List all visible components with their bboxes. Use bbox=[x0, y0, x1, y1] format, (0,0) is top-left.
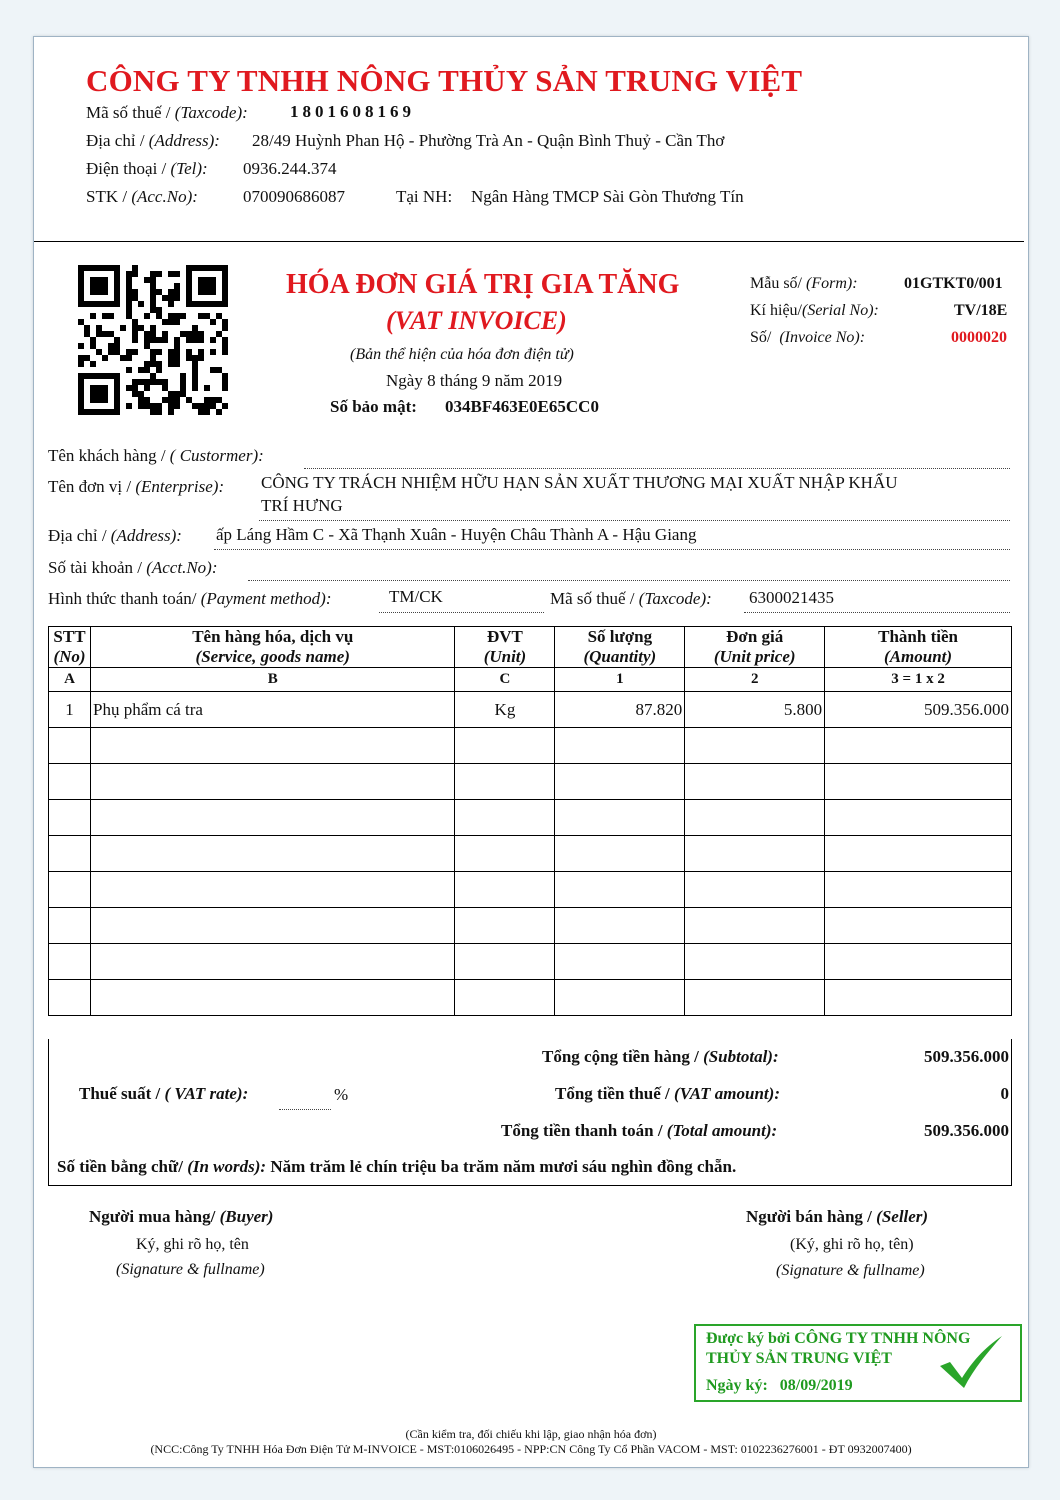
table-header-row bbox=[49, 627, 1012, 668]
seller-address-label: Địa chỉ / (Address): bbox=[86, 131, 220, 150]
seller-taxcode: 1801608169 bbox=[290, 102, 415, 121]
col-header-qty: Số lượng (Quantity) bbox=[555, 627, 685, 668]
number-label: Số/ (Invoice No): bbox=[750, 329, 866, 346]
totals-box bbox=[48, 1039, 1012, 1186]
total-label: Tổng tiền thanh toán / (Total amount): bbox=[501, 1121, 778, 1140]
col-header-no: STT (No) bbox=[49, 627, 91, 668]
col-header-price: Đơn giá (Unit price) bbox=[685, 627, 825, 668]
items-table bbox=[48, 626, 1012, 1016]
customer-label: Tên khách hàng / ( Custormer): bbox=[48, 446, 264, 465]
signed-by-line1: Được ký bởi CÔNG TY TNHH NÔNG bbox=[706, 1330, 971, 1347]
checkmark-icon bbox=[936, 1334, 1006, 1392]
table-row-empty bbox=[49, 764, 1012, 800]
seller-acc: 070090686087 bbox=[243, 187, 345, 206]
buyer-sign-note: Ký, ghi rõ họ, tên bbox=[136, 1236, 249, 1253]
seller-acc-label: STK / (Acc.No): bbox=[86, 187, 198, 206]
invoice-date: Ngày 8 tháng 9 năm 2019 bbox=[386, 371, 563, 390]
footer-line1: (Cần kiểm tra, đối chiếu khi lập, giao nhận hóa đơn) bbox=[405, 1427, 657, 1441]
payment-label: Hình thức thanh toán/ (Payment method): bbox=[48, 589, 332, 608]
col-header-amount: Thành tiền (Amount) bbox=[825, 627, 1012, 668]
acct-line bbox=[248, 580, 1010, 581]
vat-amount-label: Tổng tiền thuế / (VAT amount): bbox=[555, 1084, 780, 1103]
seller-taxcode-row: Mã số thuế / (Taxcode): bbox=[86, 103, 248, 122]
invoice-title: HÓA ĐƠN GIÁ TRỊ GIA TĂNG bbox=[286, 269, 680, 300]
acct-label: Số tài khoản / (Acct.No): bbox=[48, 558, 218, 577]
buyer-address: ấp Láng Hầm C - Xã Thạnh Xuân - Huyện Châu Thành A - Hậu Giang bbox=[216, 525, 697, 544]
payment-value: TM/CK bbox=[389, 587, 443, 606]
invoice-note: (Bản thể hiện của hóa đơn điện tử) bbox=[350, 346, 574, 363]
seller-tel: 0936.244.374 bbox=[243, 159, 337, 178]
vat-rate-line bbox=[279, 1109, 331, 1110]
buyer-sign-note-en: (Signature & fullname) bbox=[116, 1261, 265, 1278]
subtotal-label: Tổng cộng tiền hàng / (Subtotal): bbox=[542, 1047, 779, 1066]
seller-sign-note-en: (Signature & fullname) bbox=[776, 1262, 925, 1279]
customer-line bbox=[304, 468, 1010, 469]
table-row-empty bbox=[49, 944, 1012, 980]
row-name: Phụ phẩm cá tra bbox=[90, 692, 455, 728]
buyer-address-line bbox=[214, 549, 1010, 550]
subtotal-value: 509.356.000 bbox=[924, 1047, 1009, 1066]
buyer-taxcode-line bbox=[744, 612, 1010, 613]
signed-by-line2: THỦY SẢN TRUNG VIỆT bbox=[706, 1350, 892, 1367]
in-words-value: Năm trăm lẻ chín triệu ba trăm năm mươi sáu nghìn đồng chẵn. bbox=[270, 1157, 737, 1176]
seller-bank-label: Tại NH: bbox=[396, 187, 453, 206]
table-row-empty bbox=[49, 800, 1012, 836]
table-row bbox=[49, 692, 1012, 728]
form-label: Mẫu số/ (Form): bbox=[750, 275, 858, 292]
table-subheader-row: A B C 1 2 3 = 1 x 2 bbox=[49, 668, 1012, 692]
percent-sign: % bbox=[334, 1085, 349, 1104]
total-value: 509.356.000 bbox=[924, 1121, 1009, 1140]
buyer-taxcode-label: Mã số thuế / (Taxcode): bbox=[550, 589, 712, 608]
security-label: Số bảo mật: bbox=[330, 397, 417, 416]
enterprise-line1: CÔNG TY TRÁCH NHIỆM HỮU HẠN SẢN XUẤT THƯƠNG MẠI XUẤT NHẬP KHẨU bbox=[261, 473, 898, 492]
seller-address: 28/49 Huỳnh Phan Hộ - Phường Trà An - Quận Bình Thuỷ - Cần Thơ bbox=[252, 131, 725, 150]
invoice-title-en: (VAT INVOICE) bbox=[386, 306, 567, 335]
seller-sign-label: Người bán hàng / (Seller) bbox=[746, 1207, 929, 1226]
digital-signature-box bbox=[694, 1324, 1022, 1402]
vat-rate-label: Thuế suất / ( VAT rate): bbox=[79, 1084, 249, 1103]
serial-label: Kí hiệu/(Serial No): bbox=[750, 302, 879, 319]
col-header-unit: ĐVT (Unit) bbox=[455, 627, 555, 668]
in-words-row: Số tiền bằng chữ/ (In words): Năm trăm lẻ chín triệu ba trăm năm mươi sáu nghìn đồng chẵn. bbox=[57, 1157, 737, 1176]
footer-line2: (NCC:Công Ty TNHH Hóa Đơn Điện Tử M-INVOICE - MST:0106026495 - NPP:CN Công Ty Cổ Phần VACOM - MST: 0102236276001 - ĐT 0932007400) bbox=[150, 1442, 912, 1456]
enterprise-line2: TRÍ HƯNG bbox=[261, 496, 343, 515]
row-no: 1 bbox=[49, 692, 91, 728]
buyer-taxcode: 6300021435 bbox=[749, 588, 834, 607]
enterprise-line bbox=[259, 520, 1010, 521]
invoice-sheet bbox=[33, 36, 1029, 1468]
invoice-number: 0000020 bbox=[951, 329, 1007, 346]
seller-tel-label: Điện thoại / (Tel): bbox=[86, 159, 208, 178]
security-code: 034BF463E0E65CC0 bbox=[445, 397, 599, 416]
seller-sign-note: (Ký, ghi rõ họ, tên) bbox=[790, 1236, 914, 1253]
table-row-empty bbox=[49, 872, 1012, 908]
serial-value: TV/18E bbox=[954, 302, 1008, 319]
table-row-empty bbox=[49, 980, 1012, 1016]
sign-date-row: Ngày ký: 08/09/2019 bbox=[706, 1377, 853, 1394]
table-row-empty bbox=[49, 836, 1012, 872]
header-divider bbox=[34, 241, 1024, 242]
row-qty: 87.820 bbox=[555, 692, 685, 728]
row-price: 5.800 bbox=[685, 692, 825, 728]
col-header-name: Tên hàng hóa, dịch vụ (Service, goods name) bbox=[90, 627, 455, 668]
row-amount: 509.356.000 bbox=[825, 692, 1012, 728]
table-row-empty bbox=[49, 728, 1012, 764]
seller-name: CÔNG TY TNHH NÔNG THỦY SẢN TRUNG VIỆT bbox=[86, 63, 803, 98]
qr-code-icon bbox=[78, 265, 228, 415]
vat-amount-value: 0 bbox=[1000, 1084, 1009, 1103]
buyer-sign-label: Người mua hàng/ (Buyer) bbox=[89, 1207, 274, 1226]
seller-bank: Ngân Hàng TMCP Sài Gòn Thương Tín bbox=[471, 187, 744, 206]
enterprise-label: Tên đơn vị / (Enterprise): bbox=[48, 477, 225, 496]
form-value: 01GTKT0/001 bbox=[904, 275, 1003, 292]
row-unit: Kg bbox=[455, 692, 555, 728]
buyer-address-label: Địa chỉ / (Address): bbox=[48, 526, 182, 545]
payment-line bbox=[379, 612, 544, 613]
sign-date: 08/09/2019 bbox=[779, 1377, 853, 1394]
table-row-empty bbox=[49, 908, 1012, 944]
